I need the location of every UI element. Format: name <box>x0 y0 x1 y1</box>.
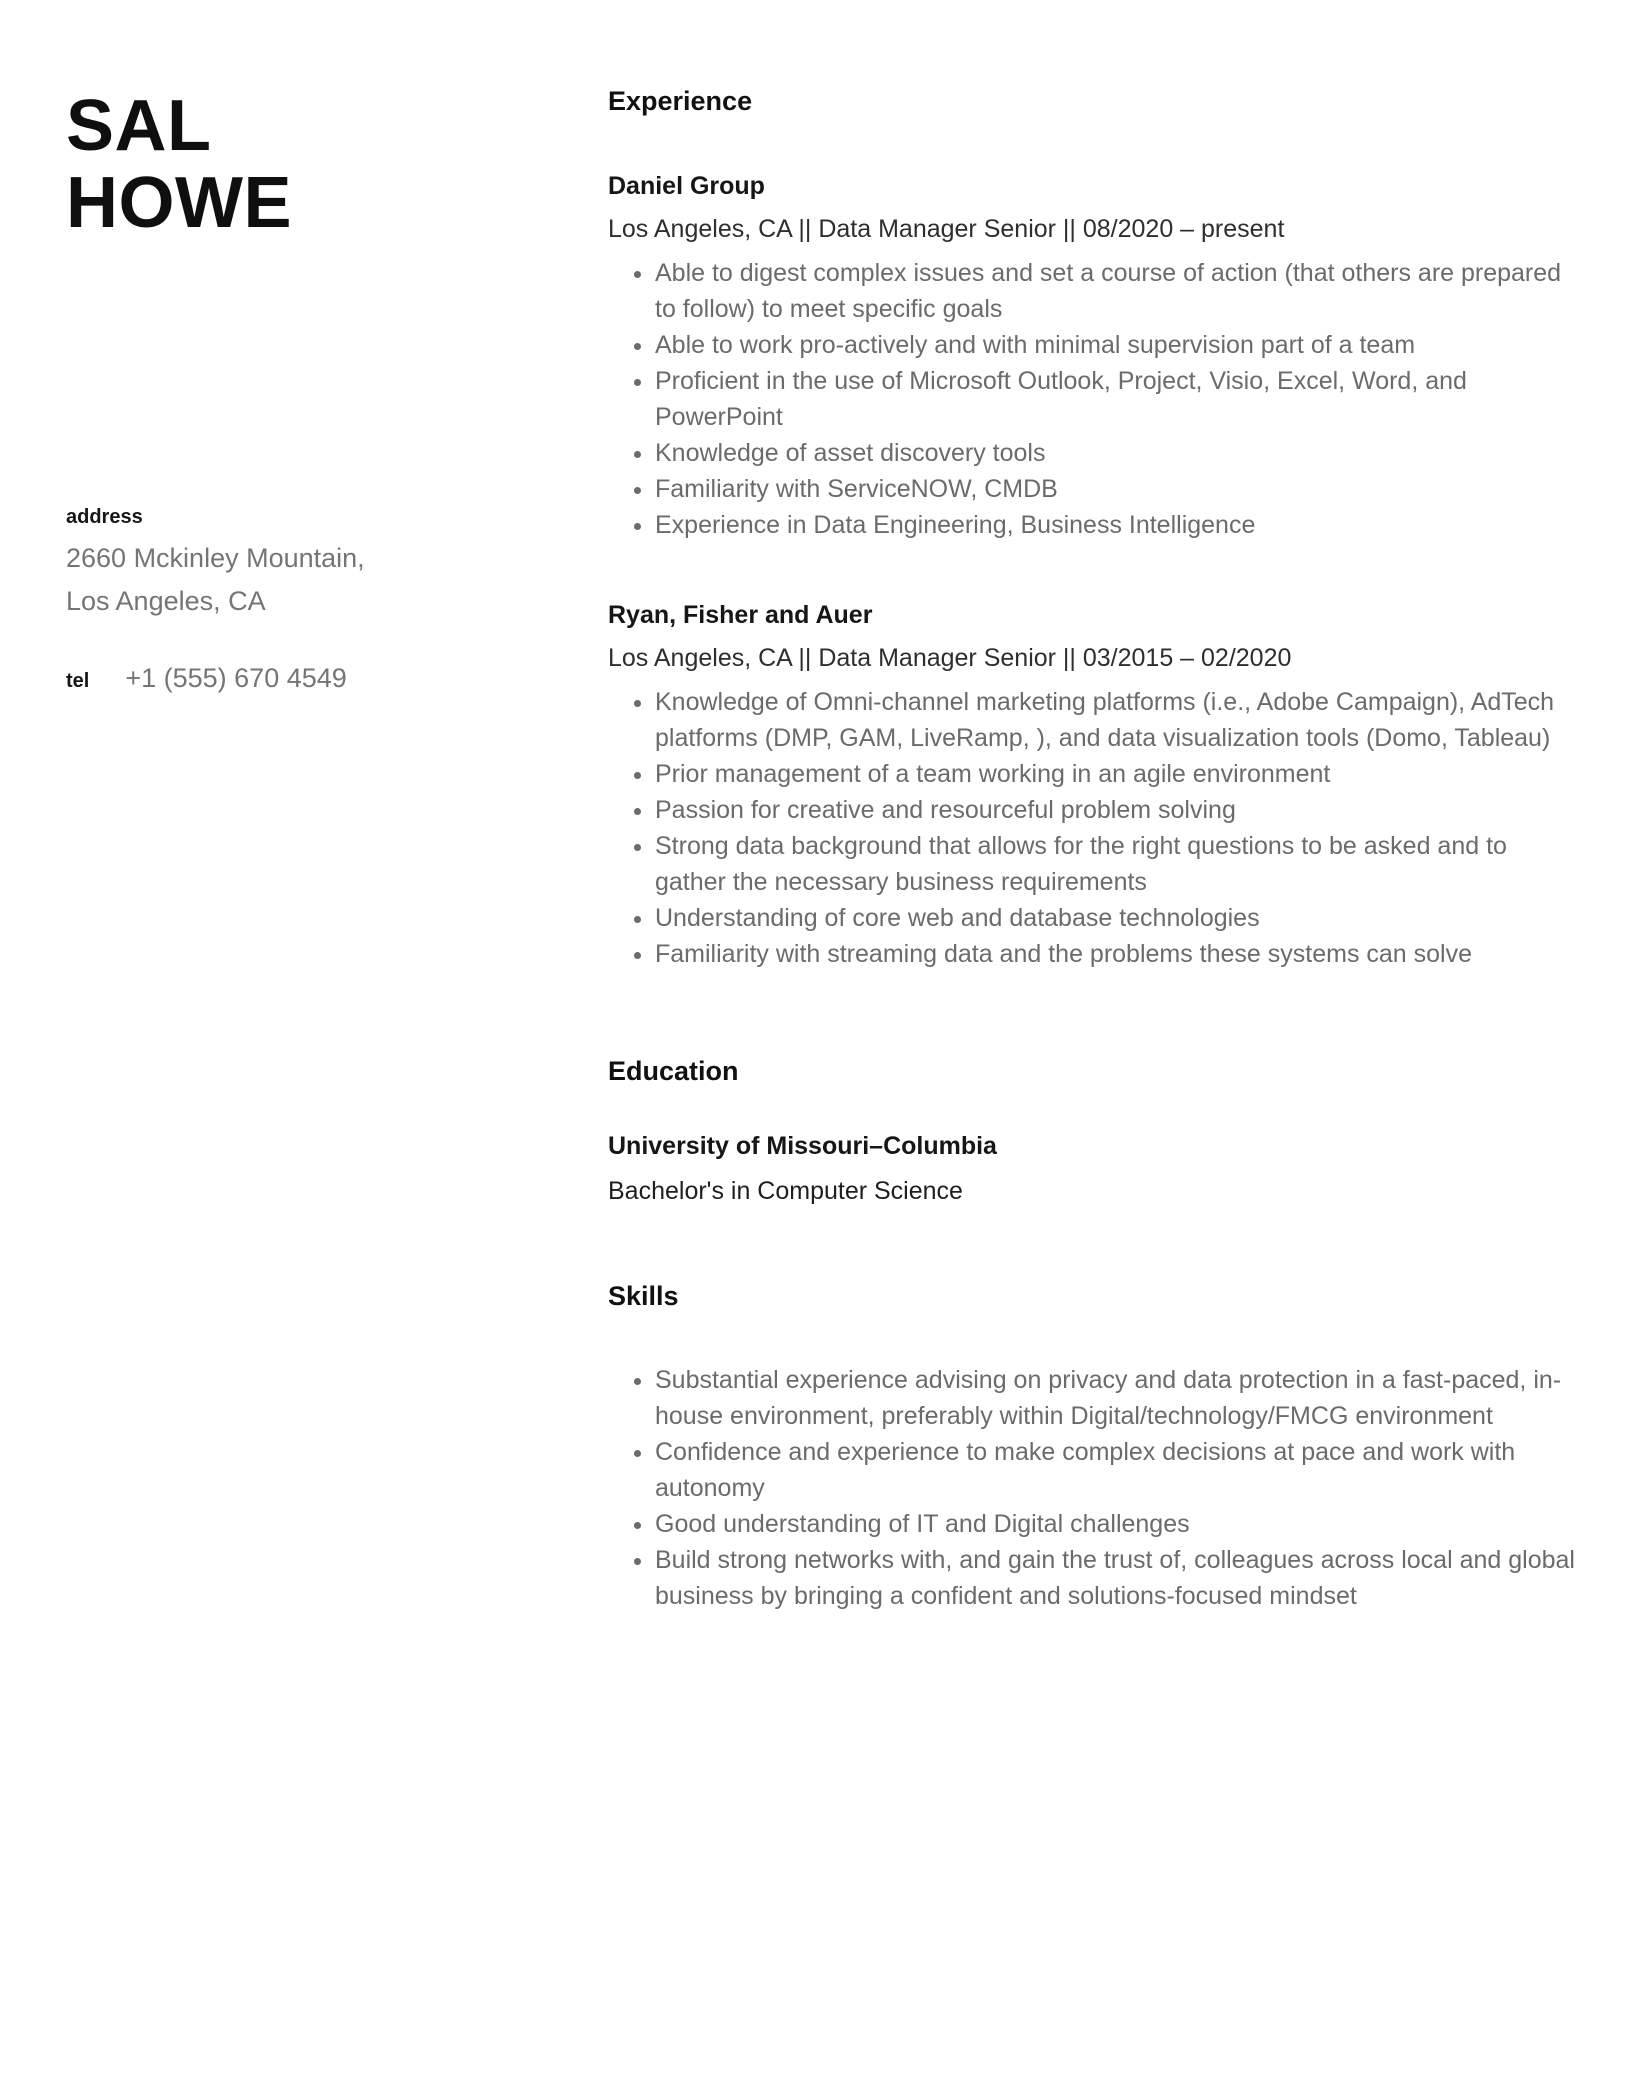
tel-value: +1 (555) 670 4549 <box>125 663 347 693</box>
education-degree: Bachelor's in Computer Science <box>608 1177 963 1205</box>
bullet-item: • Passion for creative and resourceful problem solving <box>655 792 1583 828</box>
education-school: University of Missouri–Columbia <box>608 1132 997 1160</box>
bullet-item: • Build strong networks with, and gain the trust of, colleagues across local and global business by bringing a confident and solutions-focused mindset <box>655 1542 1583 1614</box>
right-column <box>608 84 1583 1614</box>
job-company: Ryan, Fisher and Auer <box>608 601 873 629</box>
tel-row <box>66 657 546 700</box>
job-meta-line: Los Angeles, CA || Data Manager Senior || 03/2015 – 02/2020 <box>608 644 1292 672</box>
tel-label: tel <box>66 670 90 692</box>
bullet-item: • Experience in Data Engineering, Business Intelligence <box>655 507 1583 543</box>
bullet-item: • Strong data background that allows for the right questions to be asked and to gather the necessary business requirements <box>655 828 1583 900</box>
contact-block <box>66 503 546 700</box>
bullet-item: • Familiarity with ServiceNOW, CMDB <box>655 471 1583 507</box>
address-label: address <box>66 506 143 528</box>
address-line-1: 2660 Mckinley Mountain, <box>66 543 365 573</box>
bullet-item: • Knowledge of Omni-channel marketing platforms (i.e., Adobe Campaign), AdTech platforms (DMP, GAM, LiveRamp, ), and data visualization tools (Domo, Tableau) <box>655 684 1583 756</box>
job-bullet-list <box>608 684 1583 972</box>
bullet-item: • Knowledge of asset discovery tools <box>655 435 1583 471</box>
skills-list <box>608 1362 1583 1614</box>
bullet-item: • Proficient in the use of Microsoft Outlook, Project, Visio, Excel, Word, and PowerPoint <box>655 363 1583 435</box>
bullet-item: • Substantial experience advising on privacy and data protection in a fast-paced, in-house environment, preferably within Digital/technology/FMCG environment <box>655 1362 1583 1434</box>
bullet-item: • Familiarity with streaming data and the problems these systems can solve <box>655 936 1583 972</box>
address-value <box>66 537 546 623</box>
job-meta-line: Los Angeles, CA || Data Manager Senior || 08/2020 – present <box>608 215 1285 243</box>
bullet-item: • Understanding of core web and database technologies <box>655 900 1583 936</box>
address-line-2: Los Angeles, CA <box>66 586 266 616</box>
experience-jobs <box>608 170 1583 972</box>
bullet-item: • Prior management of a team working in an agile environment <box>655 756 1583 792</box>
left-column <box>66 88 546 700</box>
candidate-first-name: SAL <box>66 86 212 166</box>
skills-heading: Skills <box>608 1281 679 1311</box>
candidate-name <box>66 88 546 242</box>
bullet-item: • Able to work pro-actively and with minimal supervision part of a team <box>655 327 1583 363</box>
bullet-item: • Confidence and experience to make complex decisions at pace and work with autonomy <box>655 1434 1583 1506</box>
experience-heading: Experience <box>608 86 753 116</box>
candidate-last-name: HOWE <box>66 163 292 243</box>
education-heading: Education <box>608 1056 739 1086</box>
experience-job <box>608 170 1583 543</box>
experience-job <box>608 599 1583 972</box>
bullet-item: • Good understanding of IT and Digital challenges <box>655 1506 1583 1542</box>
job-bullet-list <box>608 255 1583 543</box>
bullet-item: • Able to digest complex issues and set a course of action (that others are prepared to follow) to meet specific goals <box>655 255 1583 327</box>
job-company: Daniel Group <box>608 172 765 200</box>
